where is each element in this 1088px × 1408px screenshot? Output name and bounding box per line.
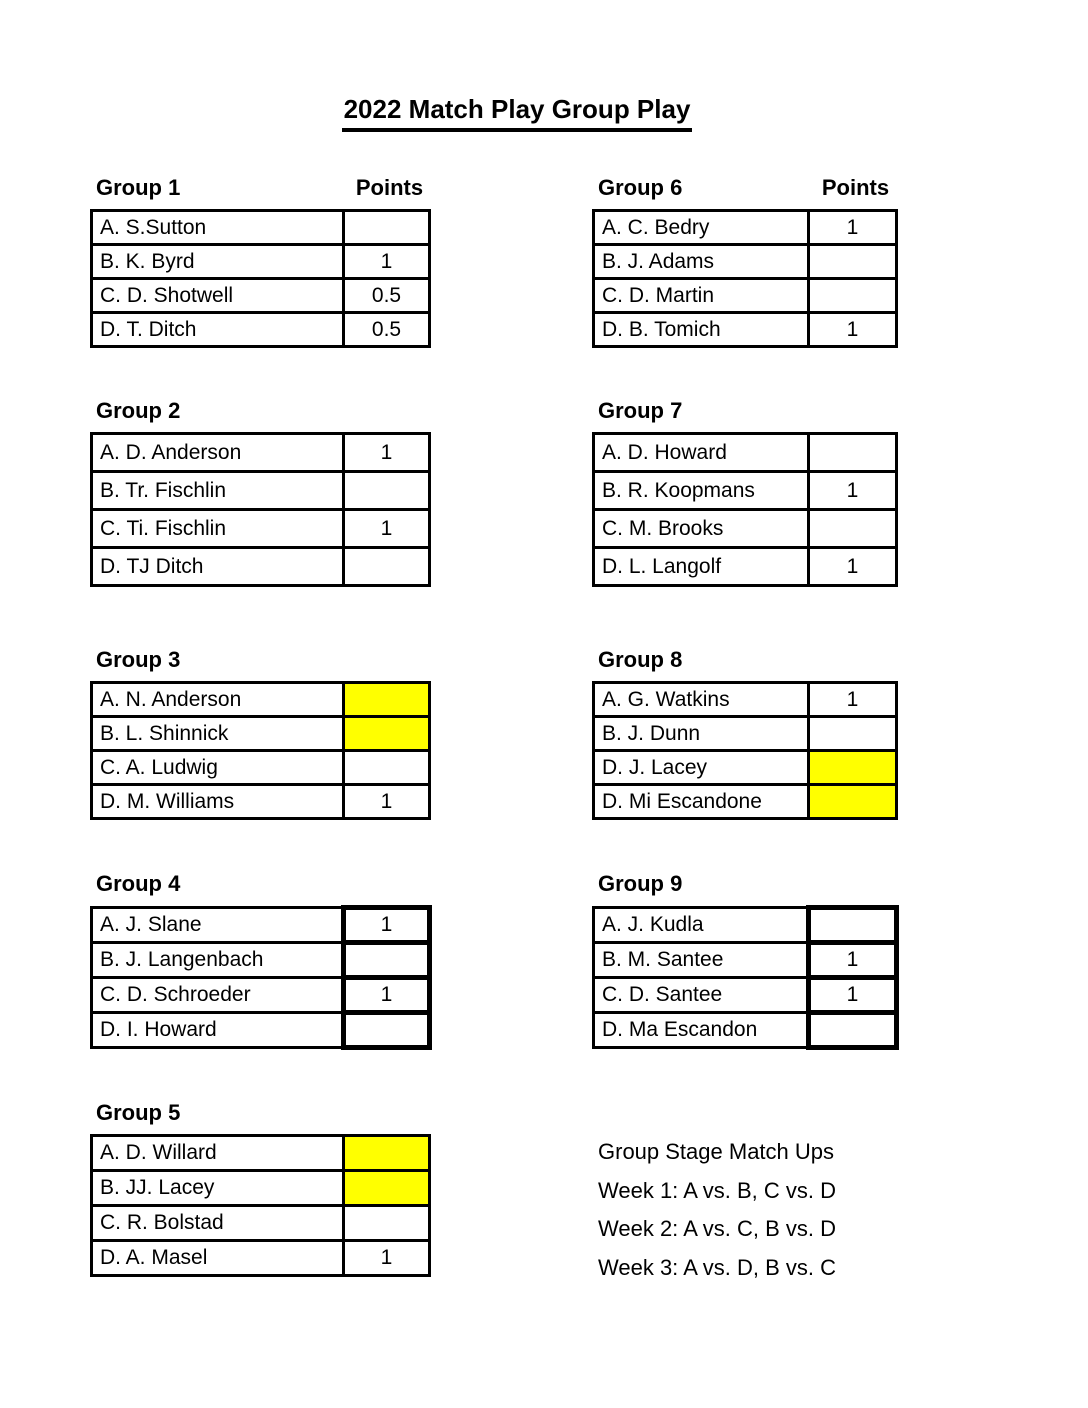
player-name-cell: D. M. Williams [92,785,344,819]
table-row [594,211,897,245]
table-row [92,1136,430,1171]
points-cell [344,472,430,510]
matchups-title: Group Stage Match Ups [598,1139,835,1164]
player-name-cell: D. Ma Escandon [594,1013,809,1048]
table-row [92,943,430,978]
group-8 [592,645,898,820]
title-wrap [0,94,1034,132]
points-cell: 0.5 [344,279,430,313]
group-name: Group 6 [598,175,683,200]
points-header: Points [821,175,890,200]
group-1 [90,173,431,348]
table-row [594,548,897,586]
player-name-cell: B. K. Byrd [92,245,344,279]
points-cell [809,1013,897,1048]
player-name-cell: B. J. Langenbach [92,943,344,978]
points-cell [344,1136,430,1171]
table-row [92,1013,430,1048]
points-cell [809,510,897,548]
points-cell [344,683,430,717]
points-cell: 1 [809,211,897,245]
points-cell: 1 [344,245,430,279]
matchups-week-1: Week 1: A vs. B, C vs. D [598,1177,837,1203]
player-name-cell: B. R. Koopmans [594,472,809,510]
group-2-table [90,432,431,587]
group-9-header [592,869,899,905]
player-name-cell: D. Mi Escandone [594,785,809,819]
group-9 [592,869,899,1050]
table-row [594,908,897,943]
player-name-cell: D. A. Masel [92,1241,344,1276]
player-name-cell: A. D. Howard [594,434,809,472]
group-4-header [90,869,432,905]
group-2 [90,396,431,587]
group-9-table [592,905,899,1050]
table-row [92,434,430,472]
table-row [594,245,897,279]
player-name-cell: D. TJ Ditch [92,548,344,586]
table-row [594,751,897,785]
table-row [594,1013,897,1048]
player-name-cell: C. A. Ludwig [92,751,344,785]
table-row [92,751,430,785]
points-cell [809,717,897,751]
points-cell [344,751,430,785]
table-row [594,510,897,548]
table-row [594,279,897,313]
player-name-cell: B. Tr. Fischlin [92,472,344,510]
points-cell [344,548,430,586]
player-name-cell: A. N. Anderson [92,683,344,717]
matchups-week-3: Week 3: A vs. D, B vs. C [598,1254,837,1280]
group-name: Group 8 [598,647,683,672]
group-name: Group 4 [96,871,181,896]
table-row [92,279,430,313]
matchups-block [598,1133,836,1287]
group-1-table [90,209,431,348]
group-5-table [90,1134,431,1277]
player-name-cell: C. R. Bolstad [92,1206,344,1241]
table-row [594,978,897,1013]
player-name-cell: A. D. Willard [92,1136,344,1171]
group-name: Group 9 [598,871,683,896]
points-cell: 1 [809,943,897,978]
group-8-table [592,681,898,820]
points-cell: 1 [344,434,430,472]
table-row [92,717,430,751]
table-row [92,978,430,1013]
points-cell [809,245,897,279]
table-row [92,683,430,717]
group-3-header [90,645,431,681]
player-name-cell: B. JJ. Lacey [92,1171,344,1206]
points-cell [344,211,430,245]
table-row [92,510,430,548]
group-5 [90,1098,431,1277]
player-name-cell: C. D. Santee [594,978,809,1013]
points-cell [809,434,897,472]
player-name-cell: C. D. Shotwell [92,279,344,313]
group-6-table [592,209,898,348]
table-row [594,717,897,751]
player-name-cell: C. M. Brooks [594,510,809,548]
group-6 [592,173,898,348]
group-name: Group 5 [96,1100,181,1125]
group-2-header [90,396,431,432]
points-cell [344,1013,430,1048]
table-row [92,548,430,586]
group-8-header [592,645,898,681]
points-cell: 1 [344,1241,430,1276]
player-name-cell: A. C. Bedry [594,211,809,245]
player-name-cell: A. S.Sutton [92,211,344,245]
points-cell: 1 [344,908,430,943]
table-row [92,1171,430,1206]
group-3-table [90,681,431,820]
group-4-table [90,905,432,1050]
points-cell [809,785,897,819]
player-name-cell: D. J. Lacey [594,751,809,785]
table-row [594,434,897,472]
table-row [92,908,430,943]
player-name-cell: C. D. Martin [594,279,809,313]
points-cell [344,717,430,751]
group-name: Group 2 [96,398,181,423]
points-cell: 1 [809,548,897,586]
group-7-header [592,396,898,432]
table-row [92,245,430,279]
table-row [594,683,897,717]
player-name-cell: B. J. Dunn [594,717,809,751]
player-name-cell: A. D. Anderson [92,434,344,472]
group-1-header [90,173,431,209]
group-4 [90,869,432,1050]
table-row [92,1206,430,1241]
points-header: Points [355,175,424,200]
group-7 [592,396,898,587]
player-name-cell: A. J. Slane [92,908,344,943]
points-cell: 0.5 [344,313,430,347]
player-name-cell: D. T. Ditch [92,313,344,347]
table-row [92,211,430,245]
points-cell [344,1171,430,1206]
group-3 [90,645,431,820]
group-5-header [90,1098,431,1134]
points-cell [344,943,430,978]
player-name-cell: B. L. Shinnick [92,717,344,751]
points-cell: 1 [809,313,897,347]
player-name-cell: B. J. Adams [594,245,809,279]
page-title: 2022 Match Play Group Play [342,94,693,132]
group-6-header [592,173,898,209]
group-name: Group 3 [96,647,181,672]
points-cell: 1 [344,978,430,1013]
table-row [594,943,897,978]
player-name-cell: D. I. Howard [92,1013,344,1048]
table-row [92,472,430,510]
table-row [92,1241,430,1276]
table-row [594,313,897,347]
points-cell: 1 [809,683,897,717]
player-name-cell: D. L. Langolf [594,548,809,586]
group-7-table [592,432,898,587]
player-name-cell: A. J. Kudla [594,908,809,943]
points-cell [809,279,897,313]
table-row [594,472,897,510]
points-cell [344,1206,430,1241]
table-row [594,785,897,819]
player-name-cell: B. M. Santee [594,943,809,978]
player-name-cell: A. G. Watkins [594,683,809,717]
group-name: Group 7 [598,398,683,423]
points-cell [809,751,897,785]
player-name-cell: C. Ti. Fischlin [92,510,344,548]
points-cell [809,908,897,943]
points-cell: 1 [344,510,430,548]
player-name-cell: C. D. Schroeder [92,978,344,1013]
matchups-week-2: Week 2: A vs. C, B vs. D [598,1216,837,1241]
table-row [92,313,430,347]
table-row [92,785,430,819]
player-name-cell: D. B. Tomich [594,313,809,347]
points-cell: 1 [809,978,897,1013]
points-cell: 1 [344,785,430,819]
group-name: Group 1 [96,175,181,200]
points-cell: 1 [809,472,897,510]
